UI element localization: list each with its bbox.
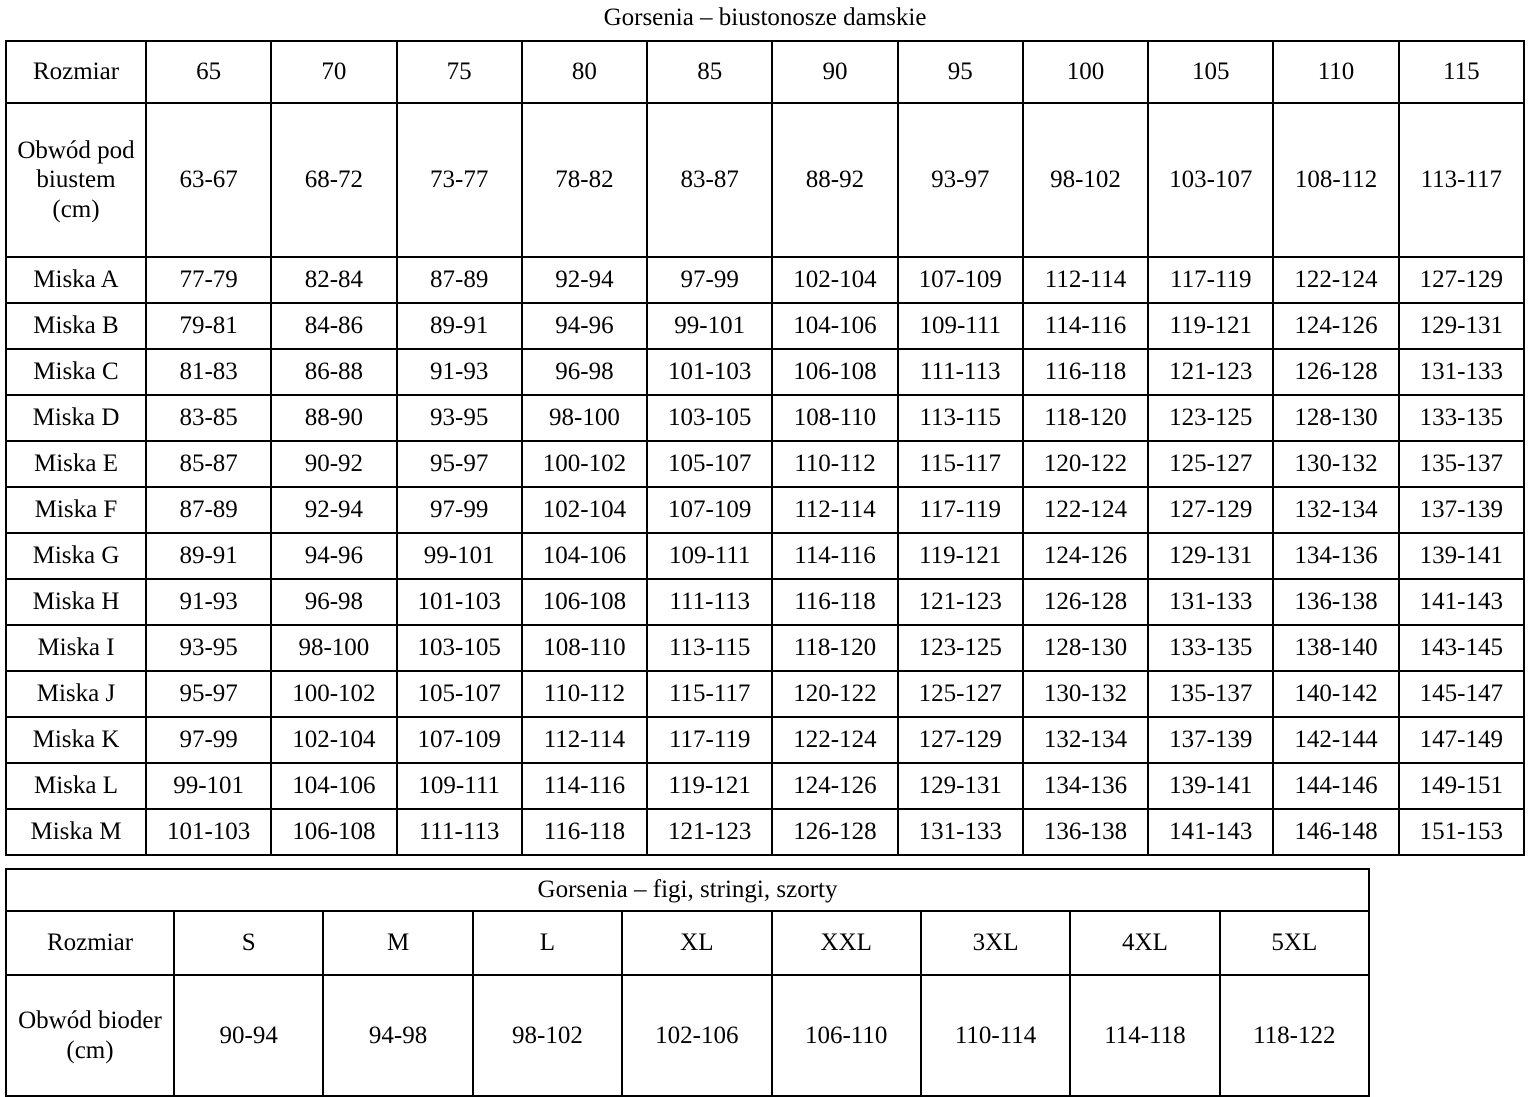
panty-size-4xl: 4XL — [1070, 911, 1219, 975]
cup-k-80: 112-114 — [522, 717, 647, 763]
cup-l-85: 119-121 — [647, 763, 772, 809]
bra-size-90: 90 — [772, 41, 897, 103]
cup-a-90: 102-104 — [772, 257, 897, 303]
cup-j-80: 110-112 — [522, 671, 647, 717]
table-row — [6, 809, 1524, 855]
cup-j-105: 135-137 — [1148, 671, 1273, 717]
table-row — [6, 395, 1524, 441]
cup-a-95: 107-109 — [898, 257, 1023, 303]
cup-i-95: 123-125 — [898, 625, 1023, 671]
cup-j-70: 100-102 — [271, 671, 396, 717]
cup-g-65: 89-91 — [146, 533, 271, 579]
cup-d-110: 128-130 — [1273, 395, 1398, 441]
cup-label-h: Miska H — [6, 579, 146, 625]
table-row — [6, 763, 1524, 809]
bra-size-105: 105 — [1148, 41, 1273, 103]
hip-label: Obwód bioder (cm) — [6, 975, 174, 1096]
bra-size-label: Rozmiar — [6, 41, 146, 103]
cup-label-e: Miska E — [6, 441, 146, 487]
bra-size-header-row — [6, 41, 1524, 103]
bra-size-115: 115 — [1399, 41, 1524, 103]
cup-c-80: 96-98 — [522, 349, 647, 395]
cup-f-115: 137-139 — [1399, 487, 1524, 533]
hip-4xl: 114-118 — [1070, 975, 1219, 1096]
bra-table-title: Gorsenia – biustonosze damskie — [603, 4, 927, 31]
cup-k-70: 102-104 — [271, 717, 396, 763]
cup-l-105: 139-141 — [1148, 763, 1273, 809]
cup-label-i: Miska I — [6, 625, 146, 671]
cup-j-115: 145-147 — [1399, 671, 1524, 717]
panty-size-3xl: 3XL — [921, 911, 1070, 975]
cup-i-80: 108-110 — [522, 625, 647, 671]
cup-d-65: 83-85 — [146, 395, 271, 441]
panty-size-xl: XL — [622, 911, 771, 975]
cup-k-85: 117-119 — [647, 717, 772, 763]
cup-i-105: 133-135 — [1148, 625, 1273, 671]
bra-size-65: 65 — [146, 41, 271, 103]
cup-l-95: 129-131 — [898, 763, 1023, 809]
cup-b-90: 104-106 — [772, 303, 897, 349]
cup-d-100: 118-120 — [1023, 395, 1148, 441]
cup-d-105: 123-125 — [1148, 395, 1273, 441]
underbust-115: 113-117 — [1399, 103, 1524, 257]
cup-e-95: 115-117 — [898, 441, 1023, 487]
cup-c-115: 131-133 — [1399, 349, 1524, 395]
cup-b-105: 119-121 — [1148, 303, 1273, 349]
cup-j-85: 115-117 — [647, 671, 772, 717]
underbust-70: 68-72 — [271, 103, 396, 257]
cup-j-90: 120-122 — [772, 671, 897, 717]
cup-c-90: 106-108 — [772, 349, 897, 395]
cup-m-95: 131-133 — [898, 809, 1023, 855]
cup-d-115: 133-135 — [1399, 395, 1524, 441]
cup-c-100: 116-118 — [1023, 349, 1148, 395]
cup-c-75: 91-93 — [397, 349, 522, 395]
cup-g-100: 124-126 — [1023, 533, 1148, 579]
cup-f-105: 127-129 — [1148, 487, 1273, 533]
cup-i-65: 93-95 — [146, 625, 271, 671]
cup-e-100: 120-122 — [1023, 441, 1148, 487]
cup-e-115: 135-137 — [1399, 441, 1524, 487]
cup-k-75: 107-109 — [397, 717, 522, 763]
cup-a-110: 122-124 — [1273, 257, 1398, 303]
underbust-90: 88-92 — [772, 103, 897, 257]
cup-f-85: 107-109 — [647, 487, 772, 533]
cup-c-70: 86-88 — [271, 349, 396, 395]
hip-xl: 102-106 — [622, 975, 771, 1096]
panty-size-table — [5, 868, 1370, 1097]
cup-l-65: 99-101 — [146, 763, 271, 809]
panty-size-5xl: 5XL — [1220, 911, 1369, 975]
underbust-80: 78-82 — [522, 103, 647, 257]
cup-m-115: 151-153 — [1399, 809, 1524, 855]
cup-h-75: 101-103 — [397, 579, 522, 625]
cup-b-85: 99-101 — [647, 303, 772, 349]
cup-d-85: 103-105 — [647, 395, 772, 441]
cup-d-70: 88-90 — [271, 395, 396, 441]
cup-g-110: 134-136 — [1273, 533, 1398, 579]
cup-g-105: 129-131 — [1148, 533, 1273, 579]
hip-xxl: 106-110 — [772, 975, 921, 1096]
cup-i-100: 128-130 — [1023, 625, 1148, 671]
cup-i-90: 118-120 — [772, 625, 897, 671]
bra-size-70: 70 — [271, 41, 396, 103]
cup-label-f: Miska F — [6, 487, 146, 533]
cup-g-90: 114-116 — [772, 533, 897, 579]
underbust-row — [6, 103, 1524, 257]
cup-e-65: 85-87 — [146, 441, 271, 487]
cup-a-85: 97-99 — [647, 257, 772, 303]
underbust-label: Obwód pod biustem (cm) — [6, 103, 146, 257]
bra-table-title-row — [6, 0, 1524, 41]
cup-a-75: 87-89 — [397, 257, 522, 303]
cup-a-80: 92-94 — [522, 257, 647, 303]
cup-m-80: 116-118 — [522, 809, 647, 855]
cup-b-70: 84-86 — [271, 303, 396, 349]
cup-label-d: Miska D — [6, 395, 146, 441]
cup-g-75: 99-101 — [397, 533, 522, 579]
cup-g-70: 94-96 — [271, 533, 396, 579]
cup-h-105: 131-133 — [1148, 579, 1273, 625]
cup-e-110: 130-132 — [1273, 441, 1398, 487]
cup-a-65: 77-79 — [146, 257, 271, 303]
cup-d-90: 108-110 — [772, 395, 897, 441]
cup-label-g: Miska G — [6, 533, 146, 579]
table-row — [6, 533, 1524, 579]
bra-size-95: 95 — [898, 41, 1023, 103]
cup-a-70: 82-84 — [271, 257, 396, 303]
cup-k-90: 122-124 — [772, 717, 897, 763]
cup-e-105: 125-127 — [1148, 441, 1273, 487]
cup-f-110: 132-134 — [1273, 487, 1398, 533]
cup-h-95: 121-123 — [898, 579, 1023, 625]
bra-size-table — [5, 0, 1525, 856]
cup-m-85: 121-123 — [647, 809, 772, 855]
cup-l-75: 109-111 — [397, 763, 522, 809]
cup-d-75: 93-95 — [397, 395, 522, 441]
cup-b-115: 129-131 — [1399, 303, 1524, 349]
panty-size-s: S — [174, 911, 323, 975]
cup-f-95: 117-119 — [898, 487, 1023, 533]
panty-size-header-row — [6, 911, 1369, 975]
table-row — [6, 579, 1524, 625]
cup-m-100: 136-138 — [1023, 809, 1148, 855]
cup-c-95: 111-113 — [898, 349, 1023, 395]
cup-h-90: 116-118 — [772, 579, 897, 625]
cup-f-80: 102-104 — [522, 487, 647, 533]
cup-label-m: Miska M — [6, 809, 146, 855]
bra-size-110: 110 — [1273, 41, 1398, 103]
cup-d-95: 113-115 — [898, 395, 1023, 441]
hip-3xl: 110-114 — [921, 975, 1070, 1096]
underbust-95: 93-97 — [898, 103, 1023, 257]
underbust-75: 73-77 — [397, 103, 522, 257]
cup-e-75: 95-97 — [397, 441, 522, 487]
table-row — [6, 487, 1524, 533]
cup-m-110: 146-148 — [1273, 809, 1398, 855]
cup-a-100: 112-114 — [1023, 257, 1148, 303]
cup-h-70: 96-98 — [271, 579, 396, 625]
underbust-65: 63-67 — [146, 103, 271, 257]
table-row — [6, 257, 1524, 303]
bra-size-100: 100 — [1023, 41, 1148, 103]
cup-j-75: 105-107 — [397, 671, 522, 717]
underbust-85: 83-87 — [647, 103, 772, 257]
cup-g-85: 109-111 — [647, 533, 772, 579]
cup-e-80: 100-102 — [522, 441, 647, 487]
panty-size-xxl: XXL — [772, 911, 921, 975]
cup-m-70: 106-108 — [271, 809, 396, 855]
cup-label-c: Miska C — [6, 349, 146, 395]
cup-i-115: 143-145 — [1399, 625, 1524, 671]
cup-m-90: 126-128 — [772, 809, 897, 855]
hip-m: 94-98 — [323, 975, 472, 1096]
cup-j-95: 125-127 — [898, 671, 1023, 717]
underbust-110: 108-112 — [1273, 103, 1398, 257]
cup-label-b: Miska B — [6, 303, 146, 349]
cup-f-70: 92-94 — [271, 487, 396, 533]
cup-g-80: 104-106 — [522, 533, 647, 579]
panty-table-title: Gorsenia – figi, stringi, szorty — [6, 869, 1369, 911]
hip-s: 90-94 — [174, 975, 323, 1096]
cup-j-110: 140-142 — [1273, 671, 1398, 717]
table-row — [6, 349, 1524, 395]
cup-c-65: 81-83 — [146, 349, 271, 395]
cup-k-105: 137-139 — [1148, 717, 1273, 763]
cup-l-110: 144-146 — [1273, 763, 1398, 809]
cup-e-85: 105-107 — [647, 441, 772, 487]
cup-k-115: 147-149 — [1399, 717, 1524, 763]
cup-h-65: 91-93 — [146, 579, 271, 625]
panty-table-title-row — [6, 869, 1369, 911]
cup-c-85: 101-103 — [647, 349, 772, 395]
cup-c-110: 126-128 — [1273, 349, 1398, 395]
cup-j-100: 130-132 — [1023, 671, 1148, 717]
cup-d-80: 98-100 — [522, 395, 647, 441]
cup-b-75: 89-91 — [397, 303, 522, 349]
cup-i-110: 138-140 — [1273, 625, 1398, 671]
cup-h-85: 111-113 — [647, 579, 772, 625]
cup-f-90: 112-114 — [772, 487, 897, 533]
cup-k-110: 142-144 — [1273, 717, 1398, 763]
cup-m-65: 101-103 — [146, 809, 271, 855]
cup-b-95: 109-111 — [898, 303, 1023, 349]
cup-m-75: 111-113 — [397, 809, 522, 855]
cup-l-70: 104-106 — [271, 763, 396, 809]
cup-k-100: 132-134 — [1023, 717, 1148, 763]
table-row — [6, 717, 1524, 763]
cup-f-100: 122-124 — [1023, 487, 1148, 533]
table-row — [6, 303, 1524, 349]
cup-g-95: 119-121 — [898, 533, 1023, 579]
cup-i-85: 113-115 — [647, 625, 772, 671]
cup-l-90: 124-126 — [772, 763, 897, 809]
cup-c-105: 121-123 — [1148, 349, 1273, 395]
bra-size-85: 85 — [647, 41, 772, 103]
table-row — [6, 671, 1524, 717]
cup-i-75: 103-105 — [397, 625, 522, 671]
bra-size-80: 80 — [522, 41, 647, 103]
cup-h-110: 136-138 — [1273, 579, 1398, 625]
cup-label-j: Miska J — [6, 671, 146, 717]
cup-f-75: 97-99 — [397, 487, 522, 533]
hip-5xl: 118-122 — [1220, 975, 1369, 1096]
cup-j-65: 95-97 — [146, 671, 271, 717]
cup-e-70: 90-92 — [271, 441, 396, 487]
cup-k-65: 97-99 — [146, 717, 271, 763]
panty-size-label: Rozmiar — [6, 911, 174, 975]
cup-b-65: 79-81 — [146, 303, 271, 349]
cup-label-l: Miska L — [6, 763, 146, 809]
cup-b-100: 114-116 — [1023, 303, 1148, 349]
cup-m-105: 141-143 — [1148, 809, 1273, 855]
cup-k-95: 127-129 — [898, 717, 1023, 763]
bra-size-75: 75 — [397, 41, 522, 103]
cup-a-105: 117-119 — [1148, 257, 1273, 303]
hip-row — [6, 975, 1369, 1096]
cup-h-100: 126-128 — [1023, 579, 1148, 625]
panty-size-l: L — [473, 911, 622, 975]
cup-e-90: 110-112 — [772, 441, 897, 487]
cup-h-80: 106-108 — [522, 579, 647, 625]
table-row — [6, 625, 1524, 671]
cup-label-a: Miska A — [6, 257, 146, 303]
cup-h-115: 141-143 — [1399, 579, 1524, 625]
underbust-105: 103-107 — [1148, 103, 1273, 257]
cup-i-70: 98-100 — [271, 625, 396, 671]
hip-l: 98-102 — [473, 975, 622, 1096]
cup-l-115: 149-151 — [1399, 763, 1524, 809]
cup-f-65: 87-89 — [146, 487, 271, 533]
cup-b-110: 124-126 — [1273, 303, 1398, 349]
cup-a-115: 127-129 — [1399, 257, 1524, 303]
underbust-100: 98-102 — [1023, 103, 1148, 257]
cup-l-80: 114-116 — [522, 763, 647, 809]
panty-size-m: M — [323, 911, 472, 975]
cup-g-115: 139-141 — [1399, 533, 1524, 579]
cup-b-80: 94-96 — [522, 303, 647, 349]
cup-label-k: Miska K — [6, 717, 146, 763]
cup-l-100: 134-136 — [1023, 763, 1148, 809]
table-row — [6, 441, 1524, 487]
